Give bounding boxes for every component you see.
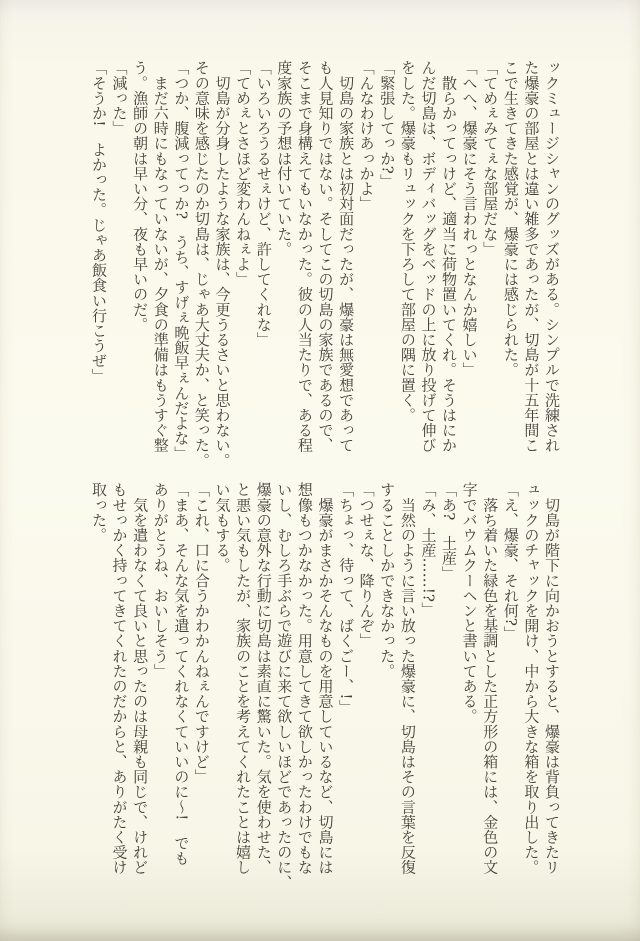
text-line: することしかできなかった。 [378, 482, 397, 679]
text-line: 「緊張してっか?」 [378, 60, 397, 189]
text-line: 「つか、腹減ってっか? うち、すげぇ晩飯早ぇんだよな」 [172, 60, 191, 461]
text-line: 散らかってっけど、適当に荷物置いてくれ。そうはにか [440, 60, 459, 453]
text-line: 「てめぇとさほど変わんねぇよ」 [234, 60, 253, 287]
text-line: と悪い気もしたが、家族のことを考えてくれたことは嬉し [234, 482, 253, 875]
text-line: ュックのチャックを開け、中から大きな箱を取り出した。 [522, 482, 541, 875]
text-line: 爆豪がまさかそんなものを用意しているなど、切島には [316, 482, 335, 875]
text-line: 切島が階下に向かおうとすると、爆豪は背負ってきたリ [543, 482, 561, 875]
text-line: も人見知りではない。そしてこの切島の家族であるので、 [316, 60, 335, 453]
text-line: 「減った」 [110, 60, 129, 136]
text-line: 「これ、口に合うかわかんねぇんですけど」 [192, 482, 211, 784]
text-line: その意味を感じたのか切島は、じゃあ大丈夫か、と笑った。 [192, 60, 211, 468]
text-line: 「そうか! よかった。じゃあ飯食い行こうぜ」 [89, 60, 108, 384]
text-line: 当然のように言い放った爆豪に、切島はその言葉を反復 [398, 482, 417, 875]
text-line: んだ切島は、ボディバッグをベッドの上に放り投げて伸び [419, 60, 438, 453]
text-line: 取った。 [89, 482, 108, 543]
text-line: 落ち着いた緑色を基調とした正方形の箱には、金色の文 [481, 482, 500, 875]
text-line: をした。爆豪もリュックを下ろして部屋の隅に置く。 [398, 60, 417, 423]
text-line: まだ六時にもなっていないが、夕食の準備はもうすぐ整 [151, 60, 170, 453]
text-line: ありがとうね、おいしそう」 [151, 482, 170, 679]
upper-text-block [88, 60, 562, 476]
text-line: 度家族の予想は付いていた。 [275, 60, 294, 257]
text-line: 切島が分身したような家族は、今更うるさいと思わない。 [213, 60, 232, 468]
text-line: こで生きてきた感覚が、爆豪には感じられた。 [501, 60, 520, 378]
text-line: 「んなわけあっかよ」 [357, 60, 376, 211]
text-line: そこまで身構えてもいなかった。彼の人当たりで、ある程 [295, 60, 314, 453]
text-line: 想像もつかなかった。用意してきて欲しかったわけでもな [295, 482, 314, 875]
text-line: た爆豪の部屋とは違い雑多であったが、切島が十五年間こ [522, 60, 541, 453]
text-line: 「み、土産……!?」 [419, 482, 438, 618]
text-line: 「まあ、そんな気を遣ってくれなくていいのに〜! でも [172, 482, 191, 866]
text-line: 「てめぇみてぇな部屋だな」 [481, 60, 500, 257]
text-line: 「え、爆豪、それ何?」 [501, 482, 520, 642]
text-line: う。漁師の朝は早い分、夜も早いのだ。 [131, 60, 150, 332]
text-line: 爆豪の意外な行動に切島は素直に驚いた。気を使わせた、 [254, 482, 273, 875]
text-line: 「いろいろうるせぇけど、許してくれな」 [254, 60, 273, 347]
text-line: 切島の家族とは初対面だったが、爆豪は無愛想であって [337, 60, 356, 453]
text-line: 気を遣わなくて良いと思ったのは母親も同じで、けれど [131, 482, 150, 875]
text-line: 「つせぇな、降りんぞ」 [357, 482, 376, 649]
text-line: もせっかく持ってきてくれたのだからと、ありがたく受け [110, 482, 129, 875]
text-line: いし、むしろ手ぶらで遊びに来て欲しいほどであったのに、 [275, 482, 294, 890]
text-line: 「へへ、爆豪にそう言われっとなんか嬉しい」 [460, 60, 479, 378]
lower-text-block [88, 482, 562, 898]
text-line: 「ちょっ、待って、ばくごー、!」 [337, 482, 356, 715]
text-line: い気もする。 [213, 482, 232, 573]
text-line: 字でバウムクーヘンと書いてある。 [460, 482, 479, 724]
text-line: 「あ? 土産」 [440, 482, 459, 581]
text-line: ックミュージシャンのグッズがある。シンプルで洗練され [543, 60, 561, 453]
